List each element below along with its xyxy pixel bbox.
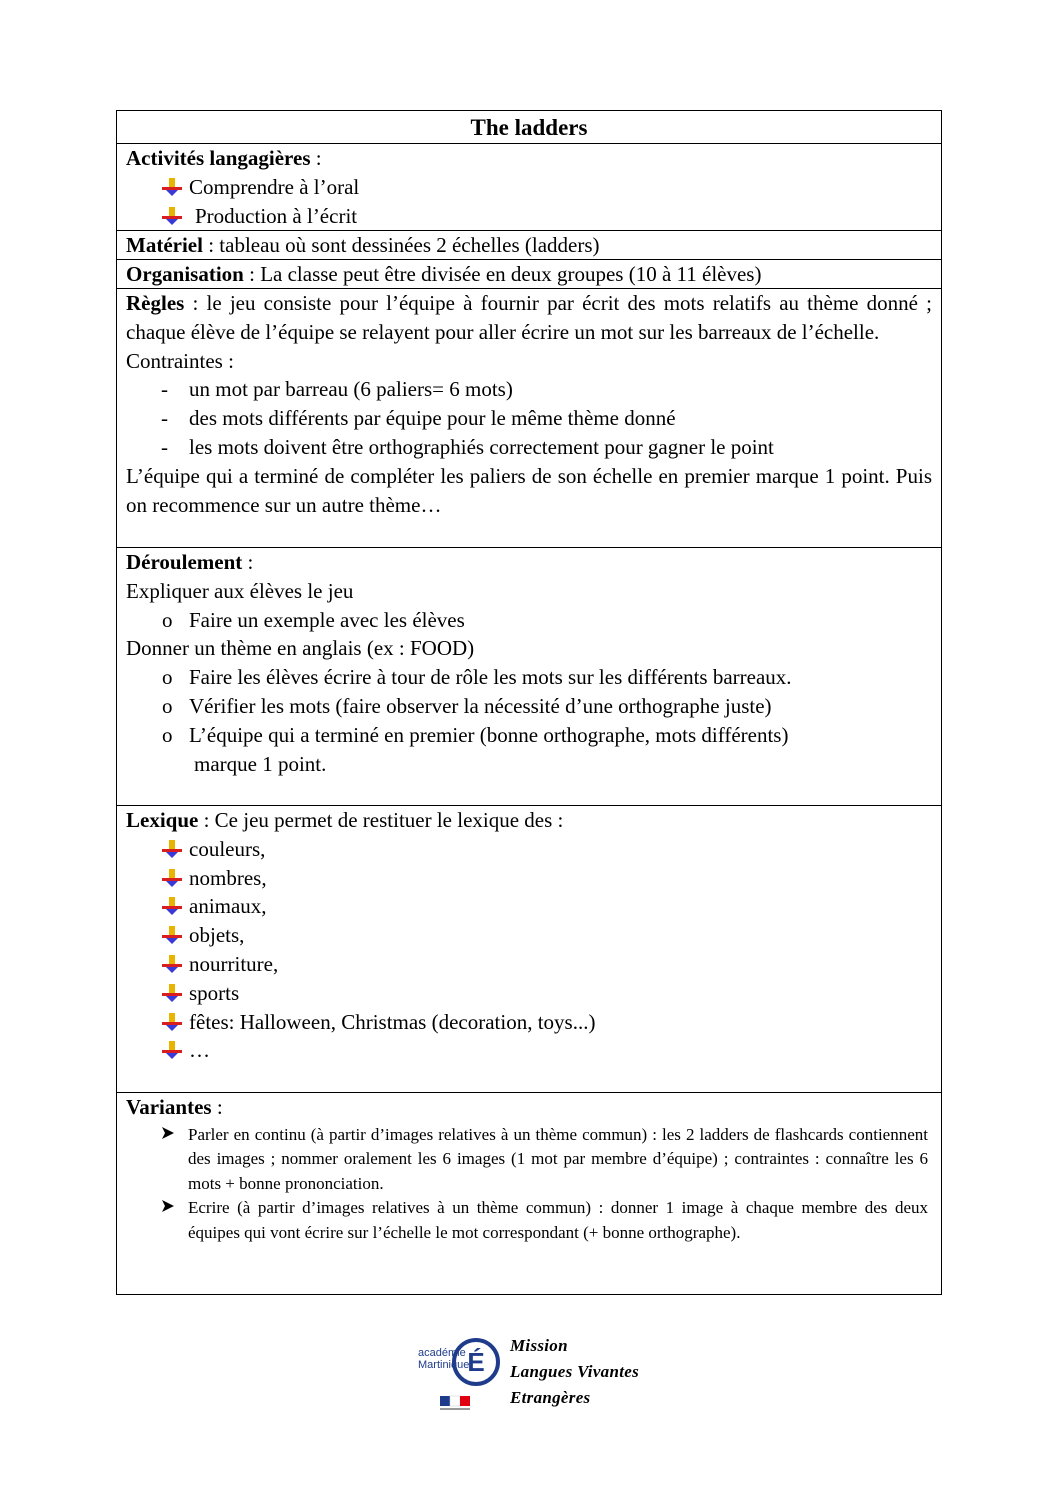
section-variantes: Variantes : Parler en continu (à partir d’images relatives à un thème commun) : les 2 ladders de flashcards contiennent des images ; nommer oralement les 6 images (1 mot par membre d’équipe) ; contraintes : connaître les 6 mots + bonne prononciation. Ecrire (à partir d’images relatives à un thème commun) : donner 1 image à chaque membre des deux équipes qui vont écrire sur l’échelle le mot correspondant (+ bonne orthographe). [117, 1093, 941, 1294]
list-item: - un mot par barreau (6 paliers= 6 mots) [161, 377, 513, 402]
materiel-label: Matériel [126, 233, 203, 257]
activites-label: Activités langagières [126, 146, 311, 170]
regles-conclusion: L’équipe qui a terminé de compléter les paliers de son échelle en premier marque 1 point. Puis on recommence sur un autre thème… [126, 463, 932, 517]
list-item: animaux, [126, 892, 932, 921]
list-item: nourriture, [126, 950, 932, 979]
arrow-bullet-icon [162, 840, 182, 858]
list-item: - les mots doivent être orthographiés correctement pour gagner le point [161, 434, 774, 459]
arrow-bullet-icon [162, 1041, 182, 1059]
svg-text:É: É [467, 1347, 485, 1377]
section-lexique: Lexique : Ce jeu permet de restituer le lexique des : couleurs, nombres, animaux, objets, nourriture, sports fêtes: Halloween, Christmas (decoration, toys...) … [117, 806, 941, 1093]
contraintes-label: Contraintes : [126, 348, 234, 373]
arrow-bullet-icon [162, 926, 182, 944]
arrow-bullet-icon [162, 984, 182, 1002]
regles-label: Règles [126, 291, 185, 315]
lesson-table [116, 110, 942, 1295]
list-item: fêtes: Halloween, Christmas (decoration, toys...) [126, 1008, 932, 1037]
arrow-bullet-icon [162, 897, 182, 915]
list-item: … [126, 1036, 932, 1065]
lexique-label: Lexique [126, 808, 199, 832]
mission-line-1: Mission [510, 1336, 568, 1355]
arrow-bullet-icon [162, 955, 182, 973]
list-item: Parler en continu (à partir d’images relatives à un thème commun) : les 2 ladders de flashcards contiennent des images ; nommer oralement les 6 images (1 mot par membre d’équipe) ; contraintes : connaître les 6 mots + bonne prononciation. [126, 1123, 932, 1197]
list-item: o Vérifier les mots (faire observer la nécessité d’une orthographe juste) [162, 693, 772, 718]
variantes-label: Variantes [126, 1095, 212, 1119]
list-item: objets, [126, 921, 932, 950]
list-item: o L’équipe qui a terminé en premier (bonne orthographe, mots différents) [162, 722, 789, 747]
list-item: o Faire les élèves écrire à tour de rôle les mots sur les différents barreaux. [162, 665, 792, 690]
academie-label: académie [418, 1347, 466, 1359]
section-materiel: Matériel : tableau où sont dessinées 2 échelles (ladders) [117, 231, 941, 260]
mission-line-3: Etrangères [510, 1388, 591, 1407]
region-label: Martinique [418, 1359, 470, 1371]
mission-line-2: Langues Vivantes [510, 1362, 640, 1381]
arrowhead-bullet-icon [161, 1199, 175, 1213]
arrow-bullet-icon [162, 207, 182, 225]
section-regles: Règles : le jeu consiste pour l’équipe à fournir par écrit des mots relatifs au thème donné ; chaque élève de l’équipe se relayent pour aller écrire un mot sur les barreaux de l’échelle. Contraintes : - un mot par barreau (6 paliers= 6 mots) - des mots différents par équipe pour le même thème donné - les mots doivent être orthographiés correctement pour gagner le point L’équipe qui a terminé de compléter les paliers de son échelle en premier marque 1 point. Puis on recommence sur un autre thème… [117, 289, 941, 548]
deroulement-label: Déroulement [126, 550, 243, 574]
arrow-bullet-icon [162, 1013, 182, 1031]
list-item: sports [126, 979, 932, 1008]
section-organisation: Organisation : La classe peut être divisée en deux groupes (10 à 11 élèves) [117, 260, 941, 289]
arrow-bullet-icon [162, 869, 182, 887]
arrowhead-bullet-icon [161, 1126, 175, 1140]
list-item: Comprendre à l’oral [126, 173, 932, 202]
section-deroulement: Déroulement : Expliquer aux élèves le jeu o Faire un exemple avec les élèves Donner un thème en anglais (ex : FOOD) o Faire les élèves écrire à tour de rôle les mots sur les différents barreaux. o Vérifier les mots (faire observer la nécessité d’une orthographe juste) o L’équipe qui a terminé en premier (bonne orthographe, mots différents) marque 1 point. [117, 548, 941, 806]
list-item: - des mots différents par équipe pour le même thème donné [161, 406, 676, 431]
academie-emblem-icon [414, 1326, 506, 1420]
section-activites: Activités langagières : Comprendre à l’oral Production à l’écrit [117, 144, 941, 231]
list-item: o Faire un exemple avec les élèves [162, 607, 465, 632]
page-title: The ladders [117, 111, 941, 144]
list-item: Ecrire (à partir d’images relatives à un thème commun) : donner 1 image à chaque membre des deux équipes qui vont écrire sur l’échelle le mot correspondant (+ bonne orthographe). [126, 1196, 932, 1245]
list-item: Production à l’écrit [126, 202, 932, 231]
list-item: nombres, [126, 864, 932, 893]
arrow-bullet-icon [162, 178, 182, 196]
list-item: couleurs, [126, 835, 932, 864]
organisation-label: Organisation [126, 262, 244, 286]
